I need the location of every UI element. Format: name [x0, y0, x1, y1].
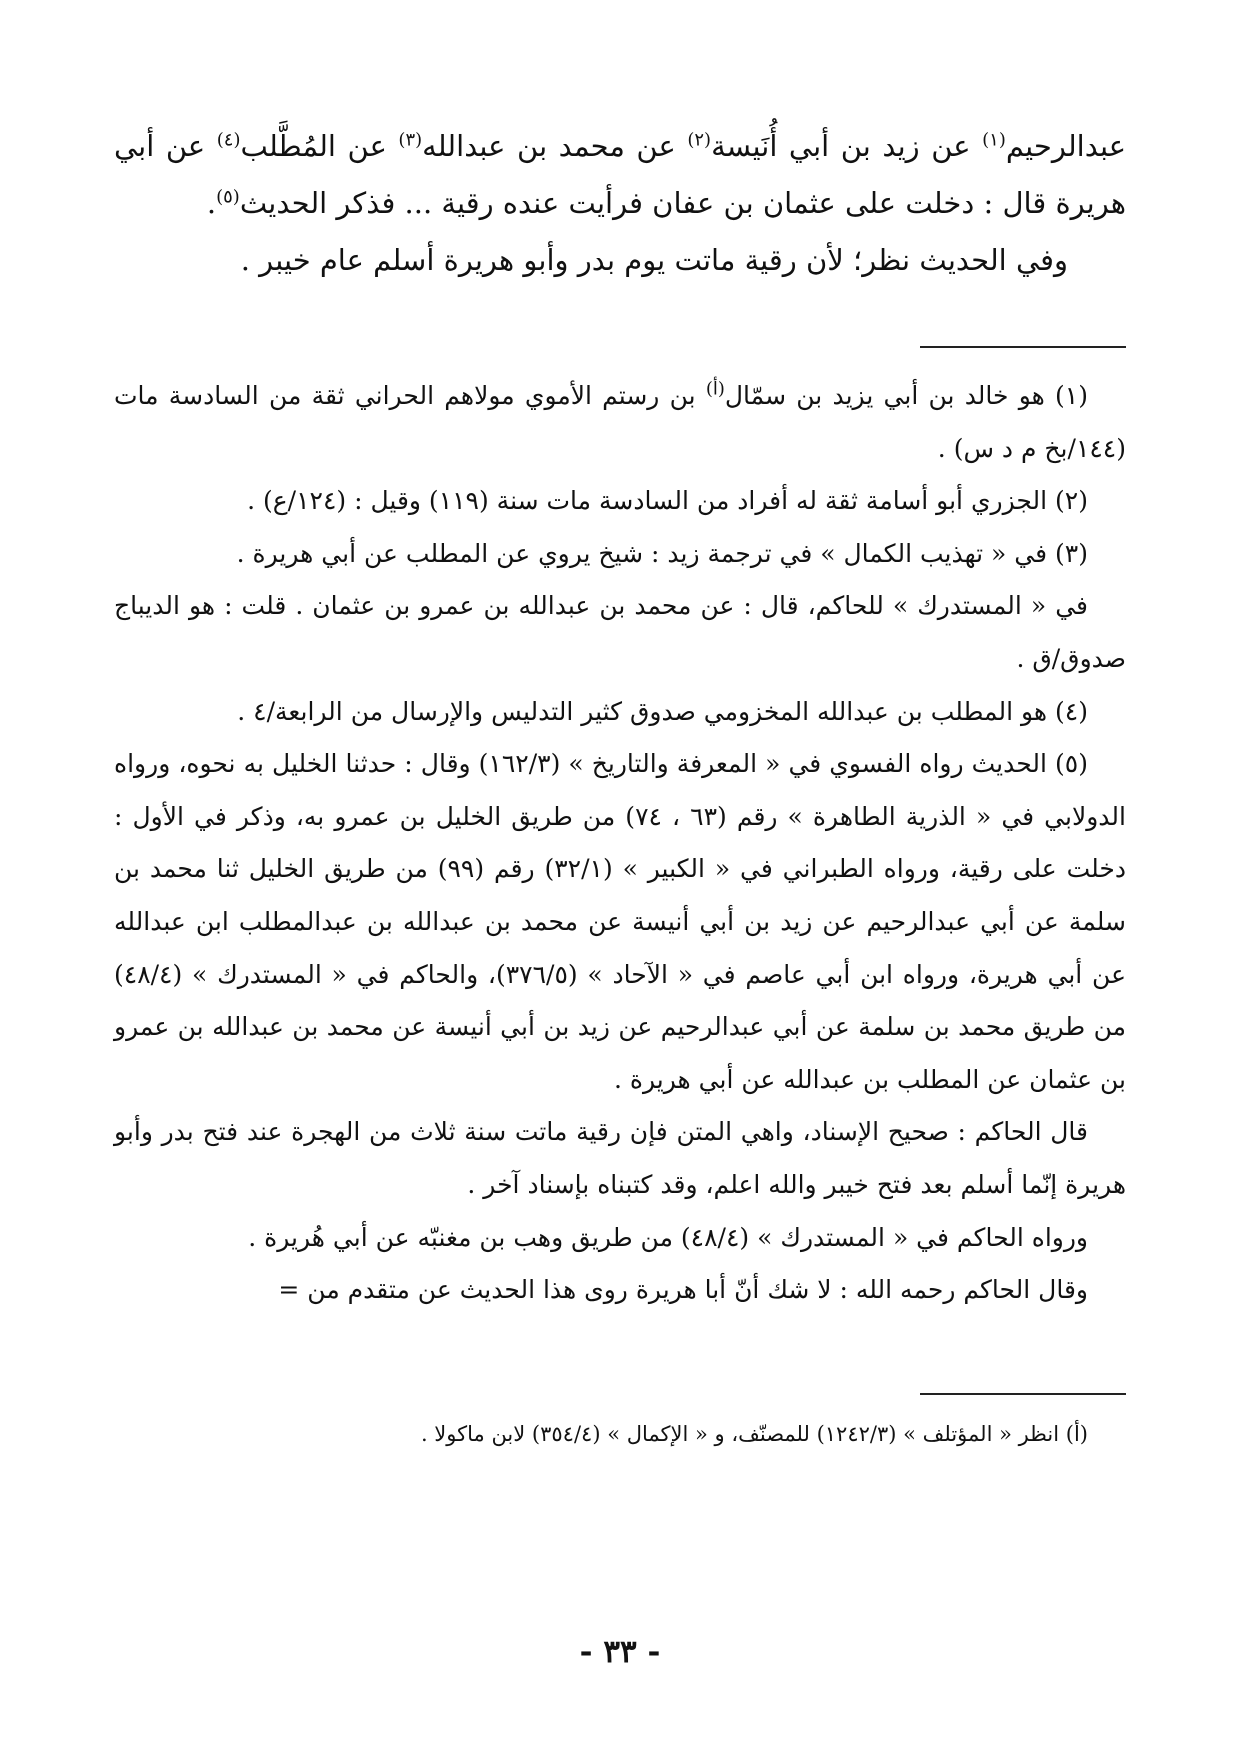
main-paragraph-2: وفي الحديث نظر؛ لأن رقية ماتت يوم بدر وأبو هريرة أسلم عام خيبر .	[240, 243, 1068, 277]
footnote-ref-2: (٢)	[687, 129, 712, 151]
main-text-run: .	[206, 186, 217, 220]
footnote-2: (٢) الجزري أبو أسامة ثقة له أفراد من السادسة مات سنة (١١٩) وقيل : (١٢٤/ع) .	[247, 486, 1088, 516]
footnote-5: (٥) الحديث رواه الفسوي في « المعرفة والتاريخ » (١٦٢/٣) وقال : حدثنا الخليل به نحوه، ورواه الدولابي في « الذرية الطاهرة » رقم (٦٣ ، ٧٤) من طريق الخليل بن عمرو به، وذكر في الأول : دخلت على رقية، ورواه الطبراني في « الكبير » (٣٢/١) رقم (٩٩) من طريق الخليل ثنا محمد بن سلمة عن أبي عبدالرحيم عن زيد بن أبي أنيسة عن محمد بن عبدالله بن عبدالمطلب ابن عبدالله عن أبي هريرة، ورواه ابن أبي عاصم في « الآحاد » (٣٧٦/٥)، والحاكم في « المستدرك » (٤٨/٤) من طريق محمد بن سلمة عن أبي عبدالرحيم عن زيد بن أبي أنيسة عن محمد بن عبدالله بن عمرو بن عثمان عن المطلب بن عبدالله عن أبي هريرة .	[114, 749, 1126, 1094]
main-text-run: عن زيد بن أبي أُنَيسة	[711, 129, 983, 163]
page-number: - ٣٣ -	[579, 1634, 661, 1670]
gloss-ref: (أ)	[705, 378, 725, 400]
footnote-1	[114, 370, 1126, 475]
footnote-text: (١) هو خالد بن أبي يزيد بن سمّال	[724, 381, 1088, 410]
gloss-note: (أ) انظر « المؤتلف » (١٢٤٢/٣) للمصنّف، و « الإكمال » (٣٥٤/٤) لابن ماكولا .	[420, 1422, 1088, 1446]
gloss-separator	[920, 1393, 1126, 1395]
footnote-text: بن رستم الأموي مولاهم الحراني ثقة من السادسة مات (١٤٤/بخ م د س) .	[114, 381, 1126, 463]
footnote-separator	[920, 346, 1126, 348]
main-text-run: عبدالرحيم	[1005, 129, 1127, 163]
footnote-5-another-chain: ورواه الحاكم في « المستدرك » (٤٨/٤) من طريق وهب بن مغنبّه عن أبي هُريرة .	[248, 1222, 1088, 1252]
footnote-3: (٣) في « تهذيب الكمال » في ترجمة زيد : شيخ يروي عن المطلب عن أبي هريرة .	[236, 538, 1088, 568]
footnote-ref-4: (٤)	[216, 129, 241, 151]
footnote-5-hakim-quote: قال الحاكم : صحيح الإسناد، واهي المتن فإن رقية ماتت سنة ثلاث من الهجرة عند فتح بدر وأبو هريرة إنّما أسلم بعد فتح خيبر والله اعلم، وقد كتبناه بإسناد آخر .	[114, 1117, 1126, 1199]
footnote-4: (٤) هو المطلب بن عبدالله المخزومي صدوق كثير التدليس والإرسال من الرابعة/٤ .	[237, 696, 1088, 726]
main-text	[114, 118, 1126, 289]
footnotes	[114, 370, 1126, 1317]
main-text-run: عن المُطَّلب	[240, 129, 399, 163]
footnote-3-continued: في « المستدرك » للحاكم، قال : عن محمد بن عبدالله بن عمرو بن عثمان . قلت : هو الديباج صدوق/ق .	[114, 591, 1126, 673]
footnote-5-continues: وقال الحاكم رحمه الله : لا شك أنّ أبا هريرة روى هذا الحديث عن متقدم من =	[278, 1275, 1088, 1305]
footnote-ref-3: (٣)	[398, 129, 423, 151]
main-text-run: عن محمد بن عبدالله	[422, 129, 688, 163]
main-paragraph-1	[114, 118, 1126, 232]
main-text-run: عن أبي هريرة قال : دخلت على عثمان بن عفان فرأيت عنده رقية ... فذكر الحديث	[114, 129, 1126, 220]
footnote-ref-5: (٥)	[216, 186, 240, 208]
footnote-ref-1: (١)	[982, 129, 1006, 151]
